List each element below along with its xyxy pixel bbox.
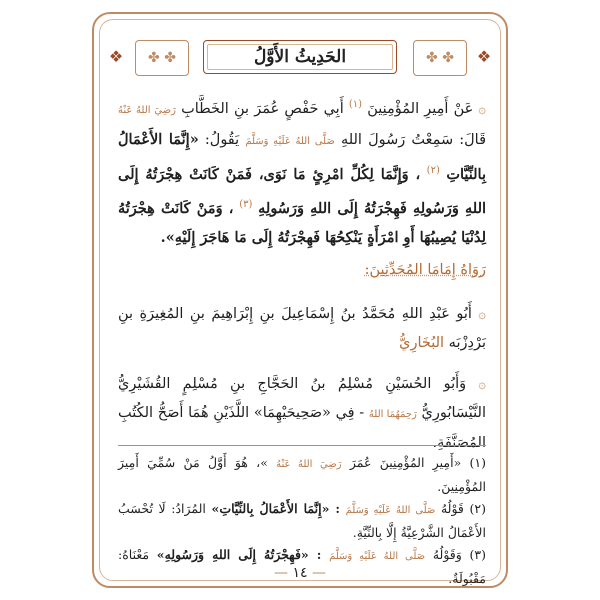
footnote-1-honorific: رَضِيَ اللهُ عَنْهُ xyxy=(276,459,342,470)
footnote-1-text: «أَمِيرِ المُؤْمِنِينَ عُمَرَ xyxy=(341,455,462,470)
hadith-quote3: ، وَمَنْ كَانَتْ هِجْرَتُهُ لِدُنْيَا يُصِيبُهَا أَوِ امْرَأَةٍ يَنْكِحُهَا فَهِجْرَتُهُ إِلَى مَا هَاجَرَ إِلَيْهِ». xyxy=(118,199,486,247)
ornament-right-icon: ❖ xyxy=(476,47,492,66)
page-number-value: ١٤ xyxy=(292,565,308,581)
footnote-divider xyxy=(118,445,486,446)
ornamental-frame-left-icon: ✤ ✤ xyxy=(135,40,189,76)
ornamental-frame-right-icon: ✤ ✤ xyxy=(413,40,467,76)
footnote-3-honorific: صَلَّى اللهُ عَلَيْهِ وَسَلَّمَ xyxy=(329,551,426,562)
honorific-3: رَحِمَهُمَا اللهُ xyxy=(368,409,417,420)
footnote-3-text-b: مَعْنَاهُ: مَقْبُولَةٌ. xyxy=(118,547,486,586)
hadith-line1b: أَبِي حَفْصٍ عُمَرَ بنِ الخَطَّابِ xyxy=(175,100,344,117)
footnote-ref-1: (١) xyxy=(348,99,363,110)
narrators-heading: رَوَاهُ إِمَامَا المُحَدِّثِينَ: xyxy=(364,262,486,278)
page-title: الحَدِيثُ الأَوَّلُ xyxy=(253,47,347,67)
page-number xyxy=(0,565,600,581)
hadith-line2b: يَقُولُ: xyxy=(198,131,240,148)
hadith-line2: قَالَ: سَمِعْتُ رَسُولَ اللهِ xyxy=(334,131,487,148)
narrator-1-name: البُخَارِيُّ xyxy=(399,335,445,351)
narrator-1-text: أَبُو عَبْدِ اللهِ مُحَمَّدُ بنُ إِسْمَاعِيلَ بنِ إِبْرَاهِيمَ بنِ المُغِيرَةِ بنِ بَرْدِزْبَه xyxy=(118,306,486,351)
footnote-3-label: (٣) xyxy=(469,547,486,562)
footnote-2-honorific: صَلَّى اللهُ عَلَيْهِ وَسَلَّمَ xyxy=(345,505,436,516)
footnote-3-quote: : «فَهِجْرَتُهُ إِلَى اللهِ وَرَسُولِهِ» xyxy=(156,547,322,562)
page-number-dash-right: — xyxy=(311,565,326,581)
title-box xyxy=(203,40,397,74)
footnote-ref-3: (٣) xyxy=(239,198,253,210)
ornament-left-icon: ❖ xyxy=(108,47,124,66)
footnote-2-quote: : «إِنَّمَا الأَعْمَالُ بِالنِّيَّاتِ» xyxy=(211,501,340,516)
hadith-quote2: ، وَإِنَّمَا لِكُلِّ امْرِئٍ مَا نَوَى، فَمَنْ كَانَتْ هِجْرَتُهُ إِلَى اللهِ وَرَسُولِهِ فَهِجْرَتُهُ إِلَى اللهِ وَرَسُولِهِ xyxy=(118,165,487,217)
marker-icon: ۞ xyxy=(478,101,487,117)
footnote-2 xyxy=(118,498,486,544)
narrator-2-text-b: - فِي «صَحِيحَيْهِمَا» اللَّذَيْنِ هُمَا أَصَحُّ الكُتُبِ المُصَنَّفَةِ. xyxy=(118,405,486,451)
footnote-3-text: وَقَوْلُهُ xyxy=(425,547,462,562)
narrator-2-text: وَأَبُو الحُسَيْنِ مُسْلِمُ بنُ الحَجَّاجِ بنِ مُسْلِمٍ القُشَيْرِيُّ النَّيْسَابُورِيُّ xyxy=(118,376,486,421)
footnote-1-label: (١) xyxy=(469,455,486,470)
hadith-line1: عَنْ أَمِيرِ المُؤْمِنِينَ xyxy=(367,100,474,117)
footnote-1 xyxy=(118,452,486,498)
footnote-1-text-b: »، هُوَ أَوَّلُ مَنْ سُمِّيَ أَمِيرَ المُؤْمِنِينَ. xyxy=(118,455,486,494)
honorific-2: صَلَّى اللهُ عَلَيْهِ وَسَلَّمَ xyxy=(245,135,335,147)
marker-icon: ۞ xyxy=(478,307,487,322)
narrator-1 xyxy=(118,300,486,358)
honorific-1: رَضِيَ اللهُ عَنْهُ xyxy=(118,104,176,116)
page-number-dash-left: — xyxy=(274,565,289,581)
footnote-ref-2: (٢) xyxy=(426,164,440,176)
hadith-quote1: «إِنَّمَا الأَعْمَالُ بِالنِّيَّاتِ xyxy=(118,130,487,183)
footnote-2-label: (٢) xyxy=(469,501,486,516)
marker-icon: ۞ xyxy=(478,377,486,392)
hadith-text xyxy=(118,90,486,253)
footnote-2-text-b: المُرَادُ: لَا تُحْسَبُ الأَعْمَالُ الشَّرْعِيَّةُ إِلَّا بِالنِّيَّةِ. xyxy=(118,501,486,540)
footnote-2-text: قَوْلُهُ xyxy=(435,501,464,516)
